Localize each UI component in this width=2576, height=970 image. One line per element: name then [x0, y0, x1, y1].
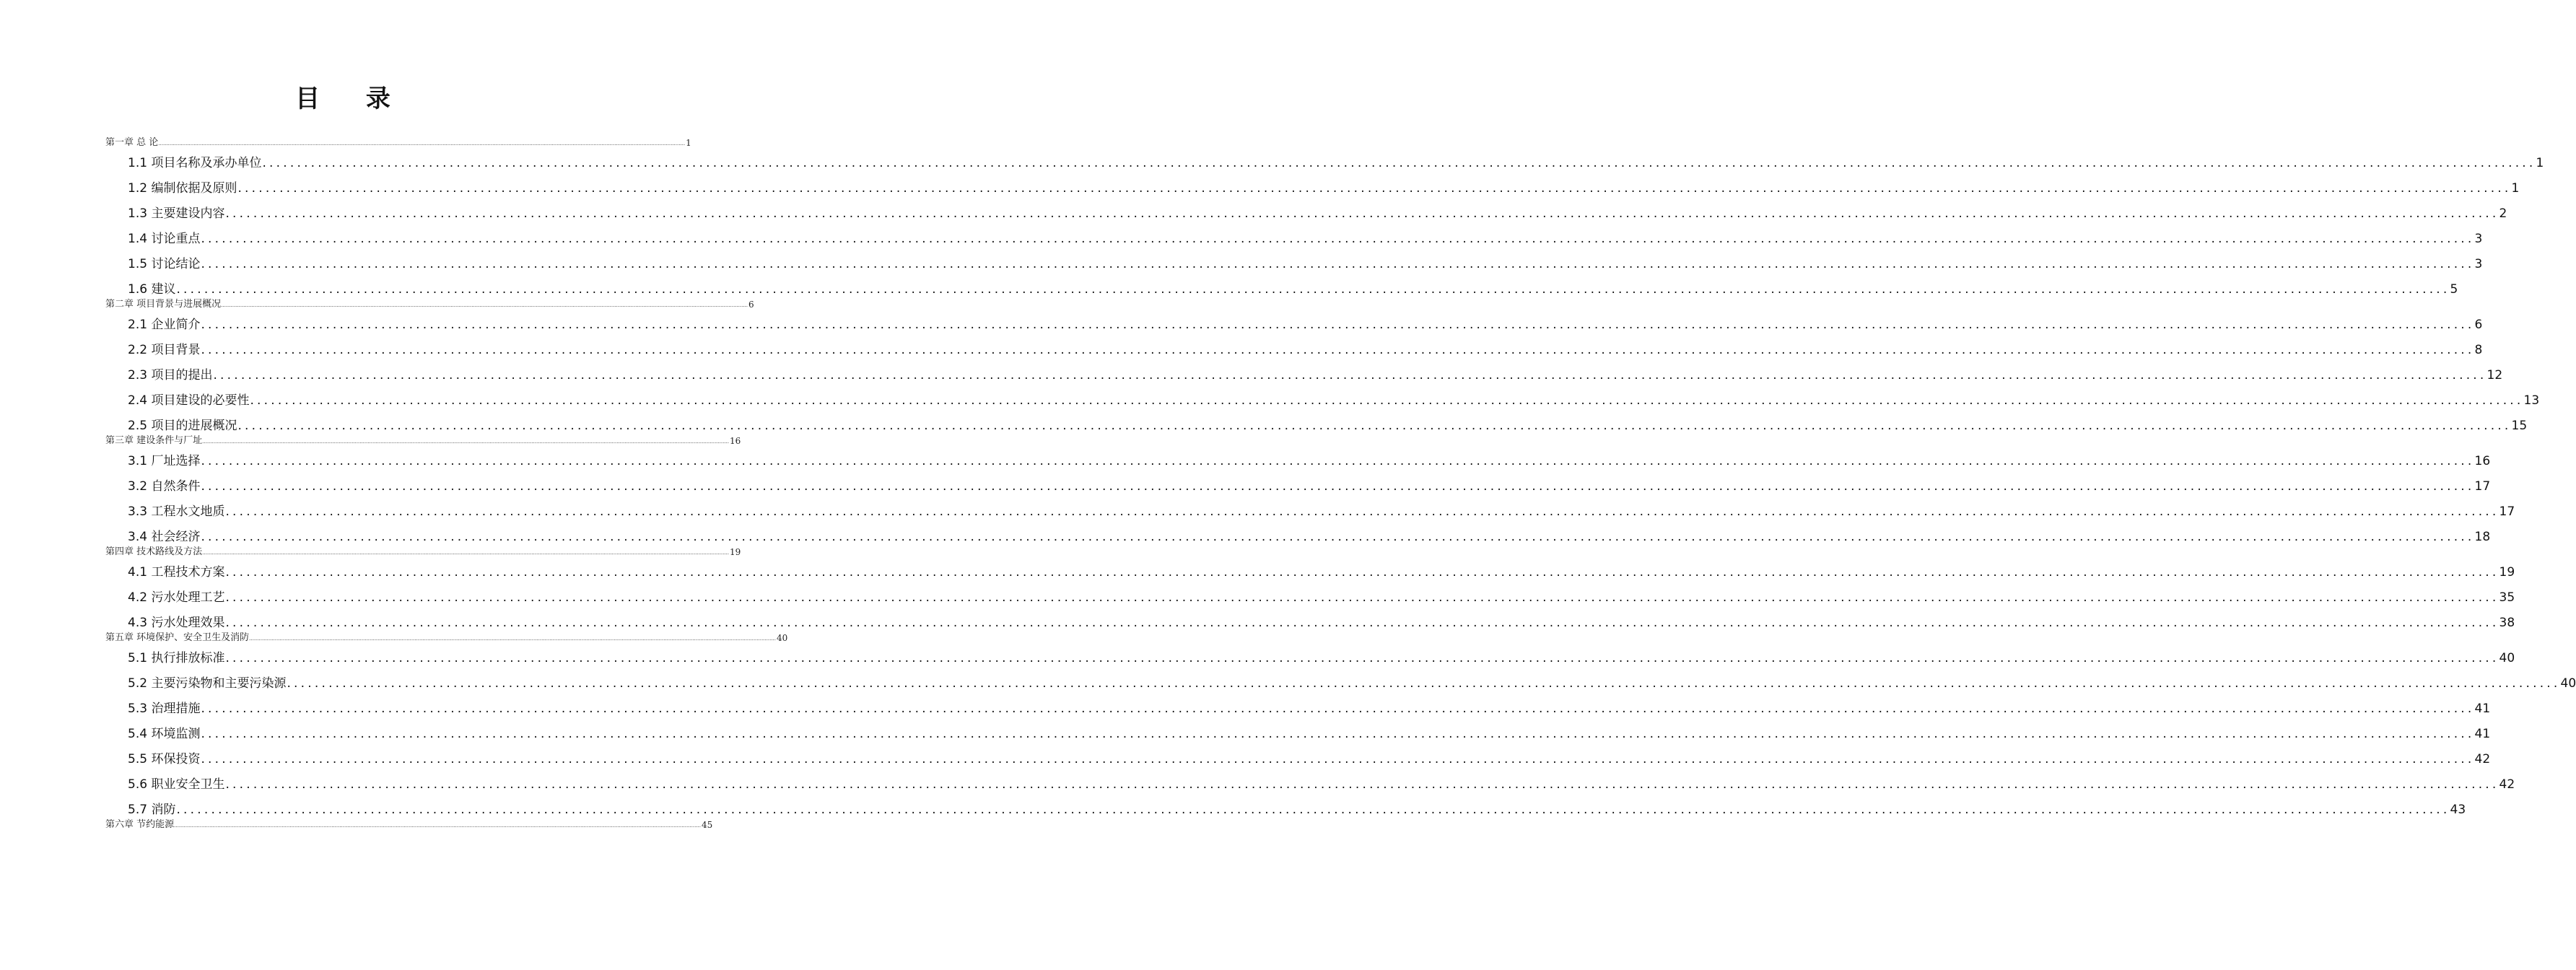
toc-dot-leader: ........................................................................................................................................................................................................................................................................................................................................ — [213, 368, 2487, 383]
toc-dot-leader: ........................................................................................................................................................................................................................................................................................................................................ — [201, 318, 2475, 332]
toc-entry-title: 5.1 执行排放标准 — [128, 651, 225, 665]
toc-dot-leader: ........................................................................................................................................................................................................................................................................................................................................ — [202, 439, 729, 445]
toc-entry-title: 4.3 污水处理效果 — [128, 616, 225, 630]
toc-dot-leader: ........................................................................................................................................................................................................................................................................................................................................ — [201, 702, 2475, 716]
toc-section-entry[interactable] — [128, 204, 2507, 224]
toc-entry-title: 1.5 讨论结论 — [128, 257, 201, 271]
toc-entry-title: 第三章 建设条件与厂址 — [105, 435, 203, 446]
toc-page-number: 43 — [2450, 803, 2466, 817]
toc-section-entry[interactable] — [128, 699, 2491, 719]
toc-entry-title: 3.3 工程水文地质 — [128, 504, 225, 519]
toc-dot-leader: ........................................................................................................................................................................................................................................................................................................................................ — [225, 651, 2499, 665]
toc-dot-leader: ........................................................................................................................................................................................................................................................................................................................................ — [158, 141, 686, 147]
toc-chapter-entry[interactable] — [105, 818, 713, 832]
toc-dot-leader: ........................................................................................................................................................................................................................................................................................................................................ — [237, 419, 2512, 433]
toc-page-number: 40 — [2499, 651, 2515, 665]
toc-entry-title: 5.6 职业安全卫生 — [128, 777, 225, 792]
toc-section-entry[interactable] — [128, 673, 2576, 694]
toc-page-number: 17 — [2499, 504, 2515, 519]
toc-page-number: 2 — [2499, 206, 2507, 221]
toc-dot-leader: ........................................................................................................................................................................................................................................................................................................................................ — [249, 636, 776, 642]
toc-section-entry[interactable] — [128, 416, 2528, 436]
toc-page-number: 40 — [2560, 676, 2576, 691]
toc-section-entry[interactable] — [128, 229, 2483, 249]
toc-section-entry[interactable] — [128, 613, 2515, 633]
toc-page-number: 35 — [2499, 590, 2515, 605]
toc-entry-title: 5.5 环保投资 — [128, 752, 201, 766]
toc-section-entry[interactable] — [128, 587, 2515, 608]
toc-section-entry[interactable] — [128, 153, 2544, 173]
toc-page-number: 6 — [748, 300, 754, 310]
toc-section-entry[interactable] — [128, 315, 2483, 335]
page-title: 目 录 — [295, 84, 409, 113]
toc-page-number: 16 — [2474, 454, 2491, 468]
toc-entry-title: 3.1 厂址选择 — [128, 454, 201, 468]
toc-page-number: 1 — [2511, 181, 2520, 196]
toc-chapter-entry[interactable] — [105, 297, 754, 312]
toc-dot-leader: ........................................................................................................................................................................................................................................................................................................................................ — [250, 393, 2524, 408]
toc-entry-title: 第五章 环境保护、安全卫生及消防 — [105, 632, 250, 643]
toc-page-number: 16 — [729, 436, 741, 446]
toc-entry-title: 5.3 治理措施 — [128, 702, 201, 716]
toc-page-number: 3 — [2474, 232, 2483, 246]
toc-page-number: 3 — [2474, 257, 2483, 271]
toc-entry-title: 2.4 项目建设的必要性 — [128, 393, 250, 408]
toc-page-number: 8 — [2474, 343, 2483, 357]
toc-entry-title: 2.5 项目的进展概况 — [128, 419, 237, 433]
toc-section-entry[interactable] — [128, 527, 2491, 547]
toc-dot-leader: ........................................................................................................................................................................................................................................................................................................................................ — [225, 206, 2499, 221]
toc-page-number: 40 — [776, 633, 788, 643]
toc-chapter-entry[interactable] — [105, 631, 788, 645]
toc-page-number: 6 — [2474, 318, 2483, 332]
toc-page-number: 19 — [729, 547, 741, 557]
toc-page-number: 17 — [2474, 479, 2491, 494]
toc-entry-title: 3.2 自然条件 — [128, 479, 201, 494]
toc-dot-leader: ........................................................................................................................................................................................................................................................................................................................................ — [202, 550, 729, 556]
toc-section-entry[interactable] — [128, 451, 2491, 471]
toc-dot-leader: ........................................................................................................................................................................................................................................................................................................................................ — [287, 676, 2561, 691]
toc-entry-title: 1.3 主要建设内容 — [128, 206, 225, 221]
toc-section-entry[interactable] — [128, 178, 2520, 198]
toc-section-entry[interactable] — [128, 749, 2491, 769]
toc-dot-leader: ........................................................................................................................................................................................................................................................................................................................................ — [201, 479, 2475, 494]
toc-chapter-entry[interactable] — [105, 434, 741, 448]
toc-chapter-entry[interactable] — [105, 545, 741, 559]
toc-dot-leader: ........................................................................................................................................................................................................................................................................................................................................ — [201, 752, 2475, 766]
toc-page-number: 15 — [2511, 419, 2528, 433]
toc-dot-leader: ........................................................................................................................................................................................................................................................................................................................................ — [221, 302, 748, 308]
toc-entry-title: 1.1 项目名称及承办单位 — [128, 156, 262, 170]
toc-entry-title: 1.4 讨论重点 — [128, 232, 201, 246]
toc-page-number: 38 — [2499, 616, 2515, 630]
toc-dot-leader: ........................................................................................................................................................................................................................................................................................................................................ — [201, 343, 2475, 357]
toc-dot-leader: ........................................................................................................................................................................................................................................................................................................................................ — [262, 156, 2536, 170]
toc-section-entry[interactable] — [128, 774, 2515, 795]
toc-entry-title: 1.2 编制依据及原则 — [128, 181, 237, 196]
toc-entry-title: 5.4 环境监测 — [128, 727, 201, 741]
toc-entry-title: 2.1 企业简介 — [128, 318, 201, 332]
toc-entry-title: 5.7 消防 — [128, 803, 176, 817]
toc-entry-title: 第二章 项目背景与进展概况 — [105, 299, 222, 310]
toc-entry-title: 4.2 污水处理工艺 — [128, 590, 225, 605]
toc-page-number: 41 — [2474, 727, 2491, 741]
toc-section-entry[interactable] — [128, 390, 2540, 411]
toc-page-number: 5 — [2450, 282, 2458, 297]
toc-dot-leader: ........................................................................................................................................................................................................................................................................................................................................ — [225, 504, 2499, 519]
toc-entry-title: 2.2 项目背景 — [128, 343, 201, 357]
toc-section-entry[interactable] — [128, 724, 2491, 744]
toc-entry-title: 第六章 节约能源 — [105, 819, 175, 830]
toc-section-entry[interactable] — [128, 800, 2466, 820]
toc-page-number: 19 — [2499, 565, 2515, 580]
toc-entry-title: 第一章 总 论 — [105, 137, 159, 148]
toc-dot-leader: ........................................................................................................................................................................................................................................................................................................................................ — [201, 454, 2475, 468]
toc-page-number: 1 — [2536, 156, 2544, 170]
toc-entry-title: 3.4 社会经济 — [128, 530, 201, 544]
toc-section-entry[interactable] — [128, 648, 2515, 668]
toc-dot-leader: ........................................................................................................................................................................................................................................................................................................................................ — [225, 590, 2499, 605]
toc-page-number: 13 — [2523, 393, 2540, 408]
toc-dot-leader: ........................................................................................................................................................................................................................................................................................................................................ — [237, 181, 2512, 196]
toc-page-number: 1 — [686, 138, 691, 148]
toc-page-number: 12 — [2487, 368, 2503, 383]
toc-page-number: 42 — [2499, 777, 2515, 792]
toc-dot-leader: ........................................................................................................................................................................................................................................................................................................................................ — [225, 777, 2499, 792]
toc-dot-leader: ........................................................................................................................................................................................................................................................................................................................................ — [201, 232, 2475, 246]
toc-section-entry[interactable] — [128, 340, 2483, 360]
toc-section-entry[interactable] — [128, 365, 2503, 385]
toc-dot-leader: ........................................................................................................................................................................................................................................................................................................................................ — [201, 530, 2475, 544]
toc-section-entry[interactable] — [128, 476, 2491, 497]
toc-entry-title: 1.6 建议 — [128, 282, 176, 297]
toc-chapter-entry[interactable] — [105, 136, 691, 150]
toc-dot-leader: ........................................................................................................................................................................................................................................................................................................................................ — [225, 565, 2499, 580]
toc-dot-leader: ........................................................................................................................................................................................................................................................................................................................................ — [201, 257, 2475, 271]
toc-dot-leader: ........................................................................................................................................................................................................................................................................................................................................ — [176, 282, 2450, 297]
toc-entry-title: 2.3 项目的提出 — [128, 368, 213, 383]
toc-page-number: 42 — [2474, 752, 2491, 766]
toc-entry-title: 5.2 主要污染物和主要污染源 — [128, 676, 287, 691]
toc-entry-title: 4.1 工程技术方案 — [128, 565, 225, 580]
toc-page-number: 45 — [701, 820, 713, 830]
toc-dot-leader: ........................................................................................................................................................................................................................................................................................................................................ — [174, 823, 701, 829]
toc-section-entry[interactable] — [128, 254, 2483, 274]
toc-entry-title: 第四章 技术路线及方法 — [105, 546, 203, 557]
toc-section-entry[interactable] — [128, 562, 2515, 582]
toc-dot-leader: ........................................................................................................................................................................................................................................................................................................................................ — [176, 803, 2450, 817]
toc-dot-leader: ........................................................................................................................................................................................................................................................................................................................................ — [225, 616, 2499, 630]
toc-section-entry[interactable] — [128, 502, 2515, 522]
toc-dot-leader: ........................................................................................................................................................................................................................................................................................................................................ — [201, 727, 2475, 741]
toc-page-number: 18 — [2474, 530, 2491, 544]
toc-section-entry[interactable] — [128, 279, 2458, 300]
toc-page-number: 41 — [2474, 702, 2491, 716]
